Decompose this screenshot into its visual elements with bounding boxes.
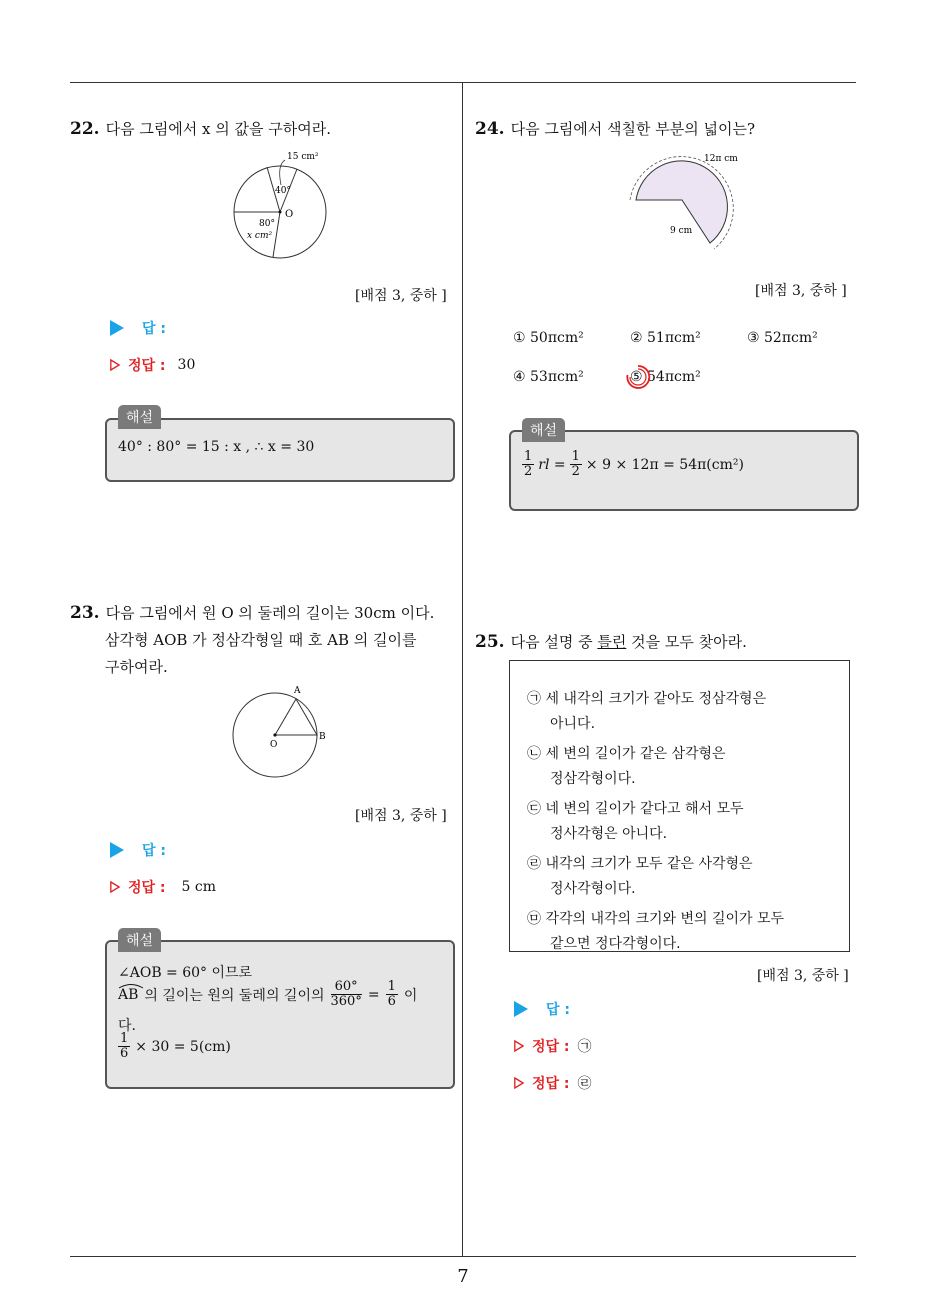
q25-correct-label-2: 정답 : <box>532 1076 570 1092</box>
q22-area-label: 15 cm² <box>287 152 319 162</box>
q24-exp-frac2 <box>570 450 582 480</box>
q23-label-b: B <box>319 732 326 742</box>
q25-item-4-line1: ㉣ 내각의 크기가 모두 같은 사각형은 <box>527 856 753 872</box>
q22-number: 22. <box>70 119 100 139</box>
q23-answer-label: 답 : <box>142 843 166 859</box>
q24-radius-label: 9 cm <box>670 226 693 236</box>
triangle-outline-icon <box>514 1040 524 1052</box>
q23-triangle <box>275 699 317 735</box>
q25-text-b: 것을 모두 찾아라. <box>626 633 747 651</box>
q24-exp-frac1 <box>522 450 534 480</box>
play-icon <box>514 1001 528 1017</box>
q24-choice-5[interactable]: ⑤ 54πcm² <box>630 369 701 385</box>
q22-pointer <box>280 160 285 185</box>
q22-figure <box>225 145 355 263</box>
q25-correct-label-1: 정답 : <box>532 1039 570 1055</box>
q22-angle-bottom: 80° <box>259 219 275 229</box>
q23-explanation-tag: 해설 <box>118 928 161 952</box>
q25-item-5-line1: ㉤ 각각의 내각의 크기와 변의 길이가 모두 <box>527 911 785 927</box>
q24-question <box>475 118 755 139</box>
q22-angle-top: 40° <box>275 186 291 196</box>
q24-number: 24. <box>475 119 505 139</box>
q23-line2: 삼각형 AOB 가 정삼각형일 때 호 AB 의 길이를 <box>105 631 417 649</box>
q22-x-label: x cm² <box>247 231 273 241</box>
q23-answer-input[interactable] <box>174 841 354 859</box>
q22-correct-value: 30 <box>177 357 196 373</box>
q25-item-1-line2: 아니다. <box>550 716 596 732</box>
triangle-outline-icon <box>110 359 120 371</box>
q25-correct-value-2: ㉣ <box>577 1076 592 1092</box>
arc-mark-icon <box>118 983 144 989</box>
q22-explanation-text: 40° : 80° = 15 : x , ∴ x = 30 <box>118 439 315 455</box>
q22-answer-row <box>110 318 354 338</box>
frac-numerator: 1 <box>571 449 580 464</box>
q23-exp-text-a: 의 길이는 원의 둘레의 길이의 <box>144 987 325 1004</box>
q24-choice-2[interactable]: ② 51πcm² <box>630 330 701 346</box>
q24-choice-4[interactable]: ④ 53πcm² <box>513 369 584 385</box>
q24-arc-label: 12π cm <box>704 154 738 164</box>
frac-denominator: 2 <box>524 464 533 480</box>
q22-text: 다음 그림에서 x 의 값을 구하여라. <box>105 120 332 138</box>
q22-answer-label: 답 : <box>142 321 166 337</box>
q23-answer-row <box>110 840 354 860</box>
q25-item-5-line2: 같으면 정다각형이다. <box>550 936 681 952</box>
q24-figure <box>622 145 752 260</box>
q23-center-dot <box>273 733 276 736</box>
q25-answer-label: 답 : <box>546 1002 570 1018</box>
q25-text-a: 다음 설명 중 <box>510 633 598 651</box>
bottom-rule <box>70 1256 856 1257</box>
triangle-outline-icon <box>514 1077 524 1089</box>
q25-number: 25. <box>475 632 505 652</box>
q23-line1: 다음 그림에서 원 O 의 둘레의 길이는 30cm 이다. <box>105 604 435 622</box>
q23-exp-frac1 <box>331 980 362 1010</box>
q25-correct-row-1 <box>514 1036 592 1056</box>
q25-item-3-line2: 정사각형은 아니다. <box>550 826 668 842</box>
frac-numerator: 1 <box>524 449 533 464</box>
q25-item-2-line2: 정삼각형이다. <box>550 771 636 787</box>
q23-correct-label: 정답 : <box>128 880 166 896</box>
q23-exp-line2 <box>118 980 417 1010</box>
selected-circle-icon <box>624 363 652 391</box>
q23-exp-text-b: 이 <box>403 987 418 1004</box>
q25-correct-value-1: ㉠ <box>577 1039 592 1055</box>
q24-exp-mid: rl = <box>538 456 566 473</box>
top-rule <box>70 82 856 83</box>
q25-correct-row-2 <box>514 1073 592 1093</box>
play-icon <box>110 842 124 858</box>
frac-numerator: 60° <box>331 980 362 995</box>
q23-exp-eq: = <box>367 986 380 1003</box>
q25-question <box>475 631 747 652</box>
column-divider <box>462 82 463 1257</box>
q22-center-label: O <box>285 209 294 220</box>
q23-line3: 구하여라. <box>105 658 168 676</box>
q23-score: [배점 3, 중하 ] <box>355 808 447 824</box>
q22-question <box>70 118 331 139</box>
page-number: 7 <box>457 1266 469 1287</box>
q23-exp-arc: AB <box>118 987 138 1003</box>
q24-explanation-text <box>522 450 744 480</box>
frac-denominator: 360° <box>330 994 362 1010</box>
q25-answer-row <box>514 999 758 1019</box>
q24-text: 다음 그림에서 색칠한 부분의 넓이는? <box>510 120 756 138</box>
q23-number: 23. <box>70 603 100 623</box>
q23-exp-line1: ∠AOB = 60° 이므로 <box>118 965 253 981</box>
q23-question <box>70 602 434 623</box>
q25-answer-input[interactable] <box>578 1000 758 1018</box>
q23-label-o: O <box>270 740 278 750</box>
frac-denominator: 6 <box>387 994 396 1010</box>
q25-item-2-line1: ㉡ 세 변의 길이가 같은 삼각형은 <box>527 746 726 762</box>
q24-choice-1[interactable]: ① 50πcm² <box>513 330 584 346</box>
q22-correct-row <box>110 355 195 375</box>
frac-denominator: 2 <box>571 464 580 480</box>
q23-figure <box>228 683 338 783</box>
q23-exp-line3: 다. <box>118 1018 136 1034</box>
frac-numerator: 1 <box>120 1031 129 1046</box>
triangle-outline-icon <box>110 881 120 893</box>
q24-choice-3[interactable]: ③ 52πcm² <box>747 330 818 346</box>
q23-exp-frac2 <box>386 980 398 1010</box>
q23-exp-line4-text: × 30 = 5(cm) <box>135 1038 231 1055</box>
q22-center-dot <box>279 211 282 214</box>
q22-explanation-tag: 해설 <box>118 405 161 429</box>
q22-score: [배점 3, 중하 ] <box>355 288 447 304</box>
q23-correct-row <box>110 877 216 897</box>
q24-score: [배점 3, 중하 ] <box>755 283 847 299</box>
q23-exp-line4 <box>118 1032 231 1062</box>
play-icon <box>110 320 124 336</box>
q25-score: [배점 3, 중하 ] <box>757 968 849 984</box>
frac-denominator: 6 <box>120 1046 129 1062</box>
q23-correct-value: 5 cm <box>181 879 217 895</box>
q25-item-4-line2: 정사각형이다. <box>550 881 636 897</box>
q23-exp-frac3 <box>118 1032 130 1062</box>
q25-item-1-line1: ㉠ 세 내각의 크기가 같아도 정삼각형은 <box>527 691 767 707</box>
q22-correct-label: 정답 : <box>128 358 166 374</box>
q23-label-a: A <box>294 686 301 696</box>
q25-item-3-line1: ㉢ 네 변의 길이가 같다고 해서 모두 <box>527 801 744 817</box>
q22-answer-input[interactable] <box>174 319 354 337</box>
q25-text-underlined: 틀린 <box>597 633 627 651</box>
frac-numerator: 1 <box>387 979 396 994</box>
q24-exp-end: × 9 × 12π = 54π(cm²) <box>585 456 744 473</box>
q24-explanation-tag: 해설 <box>522 418 565 442</box>
